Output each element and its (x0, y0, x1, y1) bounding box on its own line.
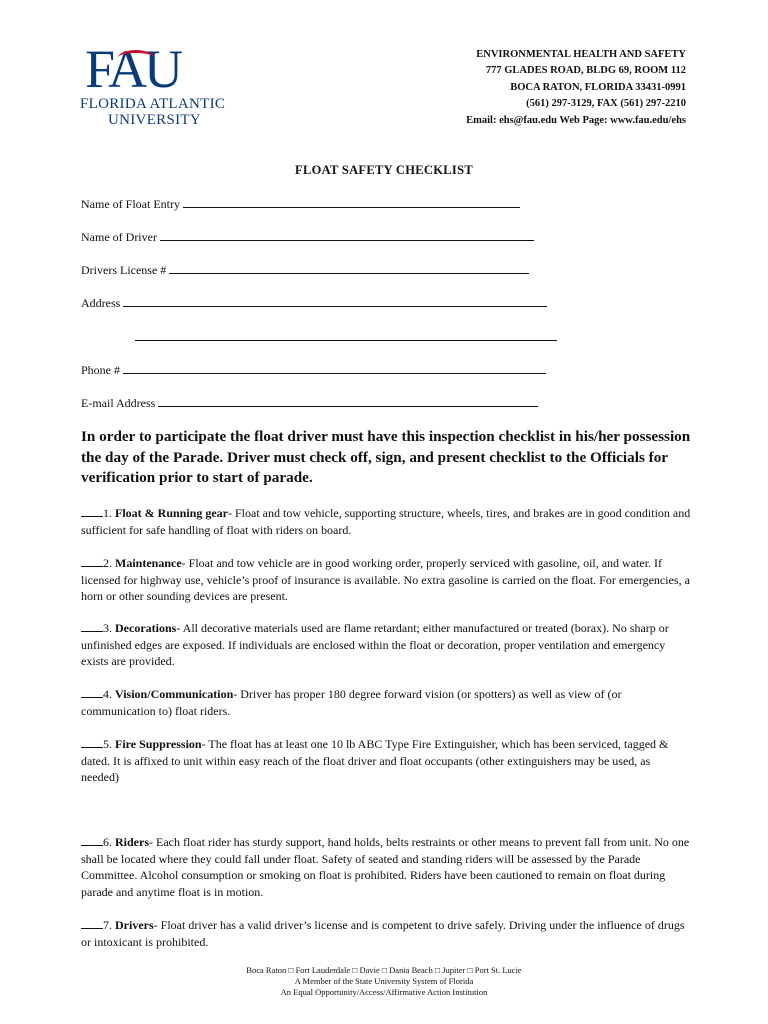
city-address: BOCA RATON, FLORIDA 33431-0991 (510, 81, 686, 93)
phone-line[interactable] (123, 363, 546, 374)
license-label: Drivers License # (81, 263, 167, 277)
phone-field[interactable] (81, 363, 546, 378)
driver-name-field[interactable] (81, 230, 534, 245)
checklist-item-4: 4. Vision/Communication- Driver has proper 180 degree forward vision (or spotters) as well as view of (or communication to) float riders. (81, 687, 622, 718)
logo-line-1: FLORIDA ATLANTIC (80, 96, 226, 112)
checkbox-blank[interactable] (81, 621, 103, 632)
address-line-1[interactable] (123, 296, 547, 307)
footer-eeo: An Equal Opportunity/Access/Affirmative Action Institution (280, 987, 488, 997)
item-text: - Float driver has a valid driver’s license and is competent to drive safely. Driving under the influence of drugs or intoxicant is prohibited. (81, 918, 685, 949)
item-heading: Float & Running gear (115, 506, 229, 520)
item-heading: Riders (115, 835, 149, 849)
email-label: E-mail Address (81, 396, 156, 410)
item-text: - Each float rider has sturdy support, hand holds, belts restraints or other means to prevent fall from unit. No one shall be located where they could fall under float. Safety of seated and standing riders will be assessed by the Parade Committee. Alcohol consumption or smoking on float is prohibited. Riders have been cautioned to remain on float during parade and anytime float is in motion. (81, 835, 690, 899)
checklist-item-6: 6. Riders- Each float rider has sturdy support, hand holds, belts restraints or other means to prevent fall from unit. No one shall be located where they could fall under float. Safety of seated and standing riders will be assessed by the Parade Committee. Alcohol consumption or smoking on float is prohibited. Riders have been cautioned to remain on float during parade and anytime float is in motion. (81, 835, 690, 899)
item-text: - All decorative materials used are flame retardant; either manufactured or treated (borax). No sharp or unfinished edges are exposed. If individuals are enclosed within the float or decoration, proper ventilation and emergency exists are provided. (81, 621, 669, 669)
item-text: - Float and tow vehicle are in good working order, properly serviced with gasoline, oil, and water. If licensed for highway use, vehicle’s proof of insurance is available. No extra gasoline is carried on the float. For emergencies, a horn or other sounding devices are present. (81, 556, 690, 604)
license-line[interactable] (169, 263, 529, 274)
email-web: Email: ehs@fau.edu Web Page: www.fau.edu/ehs (466, 114, 686, 126)
driver-name-line[interactable] (160, 230, 534, 241)
item-heading: Maintenance (115, 556, 182, 570)
float-entry-label: Name of Float Entry (81, 197, 180, 211)
item-text: - Float and tow vehicle, supporting structure, wheels, tires, and brakes are in good condition and sufficient for safe handling of float with riders on board. (81, 506, 691, 537)
fau-logo (68, 36, 230, 136)
participation-notice: In order to participate the float driver must have this inspection checklist in his/her possession the day of the Parade. Driver must check off, sign, and present checklist to the Officials for verification prior to start of parade. (81, 428, 691, 486)
checkbox-blank[interactable] (81, 556, 103, 567)
checkbox-blank[interactable] (81, 737, 103, 748)
address-field-2[interactable] (135, 330, 557, 345)
address-label: Address (81, 296, 121, 310)
license-field[interactable] (81, 263, 529, 278)
item-heading: Fire Suppression (115, 737, 202, 751)
contact-block (466, 47, 686, 129)
checklist-item-5: 5. Fire Suppression- The float has at least one 10 lb ABC Type Fire Extinguisher, which has been serviced, tagged & dated. It is affixed to unit within easy reach of the float driver and float occupants (other extinguishers may be used, as needed) (81, 737, 669, 785)
email-field[interactable] (81, 396, 538, 411)
item-heading: Decorations (115, 621, 177, 635)
checkbox-blank[interactable] (81, 918, 103, 929)
email-line[interactable] (158, 396, 538, 407)
float-entry-line[interactable] (183, 197, 520, 208)
phone-fax: (561) 297-3129, FAX (561) 297-2210 (526, 98, 686, 110)
page-footer (0, 965, 768, 998)
owl-icon (118, 50, 154, 65)
item-text: - Driver has proper 180 degree forward vision (or spotters) as well as view of (or communication to) float riders. (81, 687, 622, 718)
checkbox-blank[interactable] (81, 506, 103, 517)
address-line-2[interactable] (135, 330, 557, 341)
checklist-item-3: 3. Decorations- All decorative materials used are flame retardant; either manufactured or treated (borax). No sharp or unfinished edges are exposed. If individuals are enclosed within the float or decoration, proper ventilation and emergency exists are provided. (81, 621, 669, 669)
item-heading: Drivers (115, 918, 154, 932)
phone-label: Phone # (81, 363, 120, 377)
driver-name-label: Name of Driver (81, 230, 157, 244)
checklist-item-2: 2. Maintenance- Float and tow vehicle are in good working order, properly serviced with gasoline, oil, and water. If licensed for highway use, vehicle’s proof of insurance is available. No extra gasoline is carried on the float. For emergencies, a horn or other sounding devices are present. (81, 556, 690, 604)
footer-member: A Member of the State University System of Florida (294, 976, 474, 986)
document-title: FLOAT SAFETY CHECKLIST (295, 163, 473, 177)
item-text: - The float has at least one 10 lb ABC Type Fire Extinguisher, which has been serviced, tagged & dated. It is affixed to unit within easy reach of the float driver and float occupants (other extinguishers may be used, as needed) (81, 737, 669, 785)
checklist-item-1: 1. Float & Running gear- Float and tow vehicle, supporting structure, wheels, tires, and brakes are in good condition and sufficient for safe handling of float with riders on board. (81, 506, 691, 537)
checkbox-blank[interactable] (81, 835, 103, 846)
street-address: 777 GLADES ROAD, BLDG 69, ROOM 112 (485, 65, 686, 77)
checkbox-blank[interactable] (81, 687, 103, 698)
float-entry-field[interactable] (81, 197, 520, 212)
footer-campuses: Boca Raton □ Fort Lauderdale □ Davie □ Dania Beach □ Jupiter □ Port St. Lucie (246, 965, 522, 975)
address-field[interactable] (81, 296, 547, 311)
logo-mark: FAU (85, 39, 181, 99)
department-name: ENVIRONMENTAL HEALTH AND SAFETY (476, 49, 686, 60)
item-heading: Vision/Communication (115, 687, 234, 701)
logo-line-2: UNIVERSITY (108, 112, 201, 128)
checklist-item-7: 7. Drivers- Float driver has a valid driver’s license and is competent to drive safely. Driving under the influence of drugs or intoxicant is prohibited. (81, 918, 685, 949)
